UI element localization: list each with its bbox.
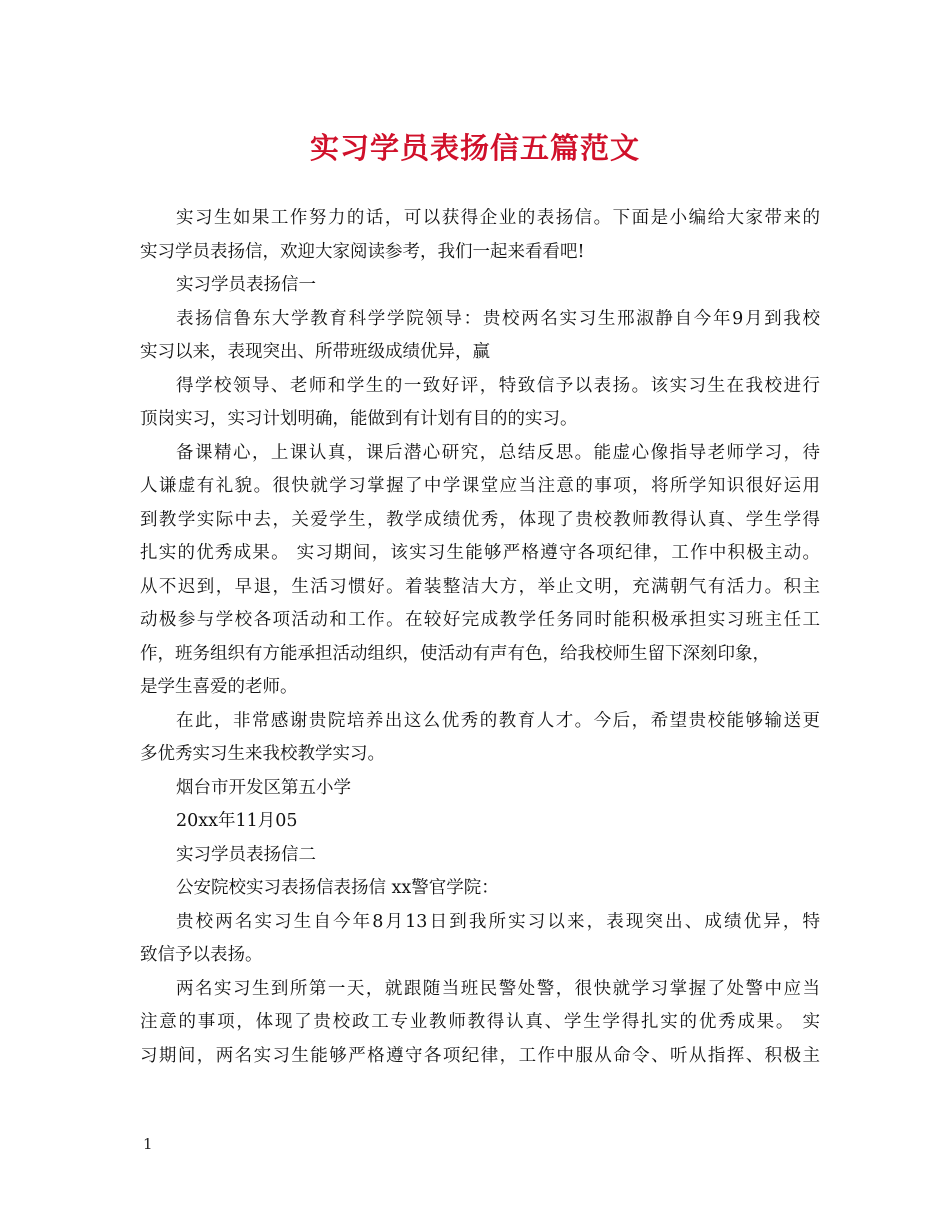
text-line: 是学生喜爱的老师。 — [140, 677, 298, 697]
text-line: 多优秀实习生来我校教学实习。 — [140, 744, 385, 764]
text-line: 表扬信鲁东大学教育科学学院领导：贵校两名实习生邢淑静自今年9月到我校 — [176, 308, 820, 329]
text-line: 烟台市开发区第五小学 — [176, 777, 351, 798]
text-line: 公安院校实习表扬信表扬信 xx警官学院： — [176, 878, 499, 898]
text-line: 20xx年11月05 — [176, 811, 298, 831]
text-line: 动极参与学校各项活动和工作。在较好完成教学任务同时能积极承担实习班主任工 — [140, 610, 820, 630]
text-line: 作，班务组织有方能承担活动组织，使活动有声有色，给我校师生留下深刻印象， — [140, 643, 770, 664]
text-line: 两名实习生到所第一天，就跟随当班民警处警，很快就学习掌握了处警中应当 — [176, 978, 820, 999]
text-line: 人谦虚有礼貌。很快就学习掌握了中学课堂应当注意的事项，将所学知识很好运用 — [140, 476, 820, 496]
text-line: 实习以来，表现突出、所带班级成绩优异，赢 — [140, 342, 490, 362]
text-line: 到教学实际中去，关爱学生，教学成绩优秀，体现了贵校教师教得认真、学生学得 — [140, 509, 820, 530]
text-line: 得学校领导、老师和学生的一致好评，特致信予以表扬。该实习生在我校进行 — [176, 375, 820, 396]
text-line: 在此，非常感谢贵院培养出这么优秀的教育人才。今后，希望贵校能够输送更 — [176, 710, 820, 731]
text-line: 注意的事项，体现了贵校政工专业教师教得认真、学生学得扎实的优秀成果。 实 — [140, 1012, 820, 1032]
page-number: 1 — [143, 1135, 153, 1153]
document-title: 实习学员表扬信五篇范文 — [309, 131, 640, 165]
text-line: 致信予以表扬。 — [140, 945, 263, 965]
text-line: 实习学员表扬信二 — [176, 844, 316, 865]
text-line: 从不迟到，早退，生活习惯好。着装整洁大方，举止文明，充满朝气有活力。积主 — [140, 576, 820, 597]
text-line: 顶岗实习，实习计划明确，能做到有计划有目的的实习。 — [140, 409, 578, 429]
document-body — [140, 202, 820, 1073]
text-line: 习期间，两名实习生能够严格遵守各项纪律，工作中服从命令、听从指挥、积极主 — [140, 1045, 820, 1066]
text-line: 贵校两名实习生自今年8月13日到我所实习以来，表现突出、成绩优异，特 — [176, 911, 820, 932]
text-line: 备课精心，上课认真，课后潜心研究，总结反思。能虚心像指导老师学习，待 — [176, 442, 820, 463]
text-line: 实习生如果工作努力的话，可以获得企业的表扬信。下面是小编给大家带来的 — [176, 208, 820, 228]
text-line: 扎实的优秀成果。 实习期间，该实习生能够严格遵守各项纪律，工作中积极主动。 — [140, 543, 820, 563]
text-line: 实习学员表扬信一 — [176, 275, 316, 295]
text-line: 实习学员表扬信，欢迎大家阅读参考，我们一起来看看吧! — [140, 241, 585, 262]
